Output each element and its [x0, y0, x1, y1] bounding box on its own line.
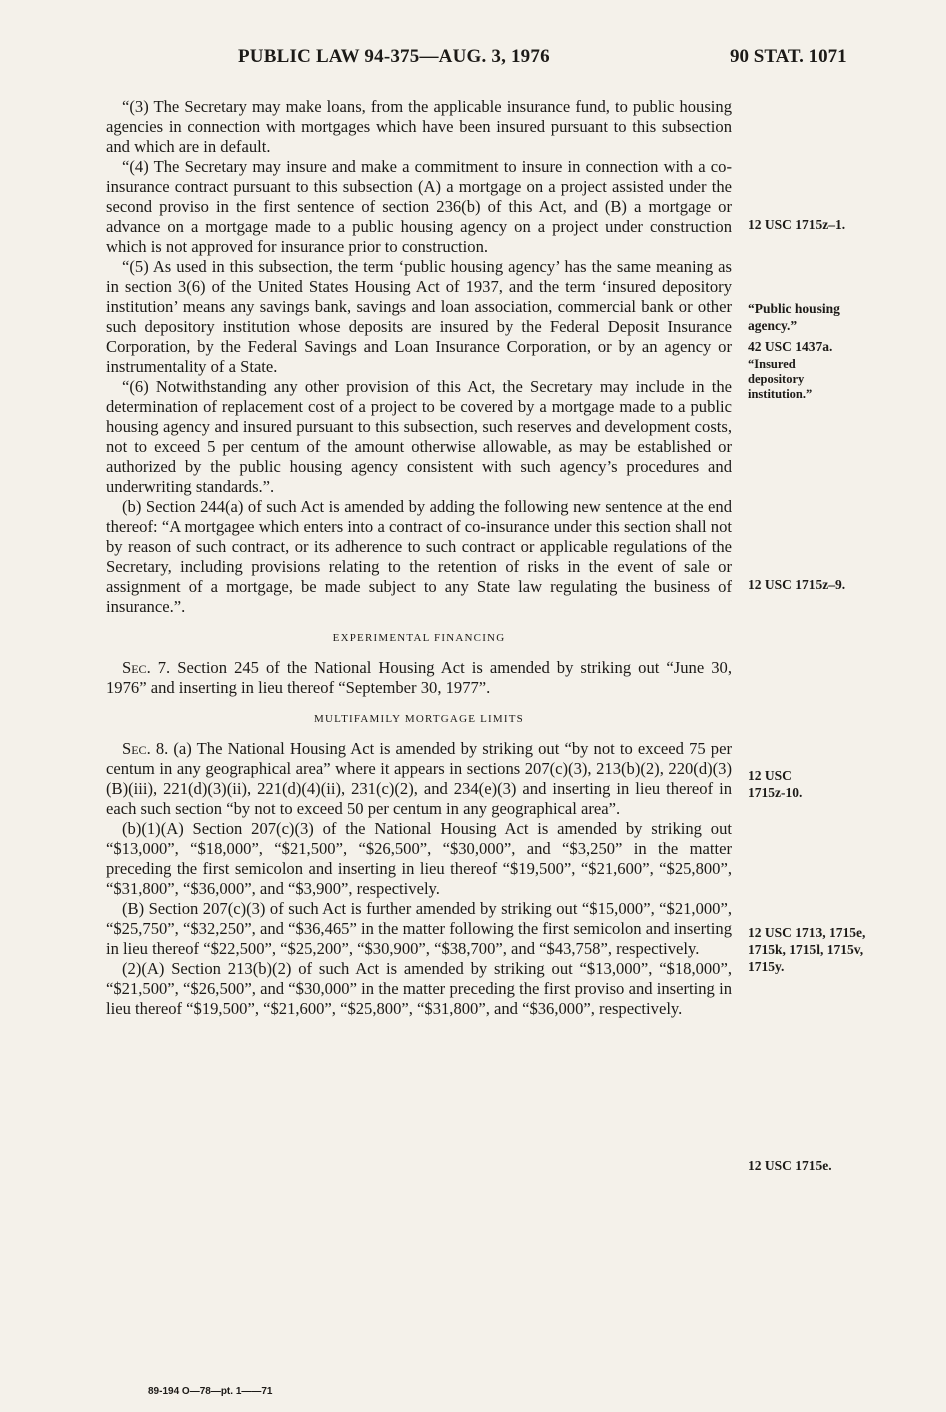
section-8-a: [106, 739, 732, 819]
margin-note-1715z-9: 12 USC 1715z–9.: [748, 577, 846, 592]
section-7-label: Sec. 7.: [122, 658, 171, 677]
section-8-b-1-a: (b)(1)(A) Section 207(c)(3) of the National Housing Act is amended by striking out “$13,000”, “$18,000”, “$21,500”, “$26,500”, “$30,000”, and “$3,250” in the matter preceding the first semicolon and inserting in lieu thereof “$19,500”, “$21,600”, “$25,800”, “$31,800”, “$36,000”, and “$3,900”, respectively.: [106, 819, 732, 898]
section-7-text: Section 245 of the National Housing Act is amended by striking out “June 30, 1976” and inserting in lieu thereof “September 30, 1977”.: [106, 658, 732, 697]
paragraph-5: “(5) As used in this subsection, the term ‘public housing agency’ has the same meaning as in section 3(6) of the United States Housing Act of 1937, and the term ‘insured depository institution’ means any savings bank, savings and loan association, commercial bank or other such depository institution whose deposits are insured by the Federal Deposit Insurance Corporation, by the Federal Savings and Loan Insurance Corporation, or by an agency or instrumentality of a State.: [106, 257, 732, 376]
margin-note-1715e: 12 USC 1715e.: [748, 1158, 832, 1173]
paragraph-4: “(4) The Secretary may insure and make a commitment to insure in connection with a co-insurance contract pursuant to this subsection (A) a mortgage on a project assisted under the second proviso in the first sentence of section 236(b) of this Act, and (B) a mortgage or advance on a mortgage made to a public housing agency on a project under construction which is not approved for insurance prior to construction.: [106, 157, 732, 256]
section-8-a-text: (a) The National Housing Act is amended by striking out “by not to exceed 75 per centum in any geographical area” where it appears in sections 207(c)(3), 213(b)(2), 220(d)(3)(B)(iii), 221(d)(3)(ii), 221(d)(4)(ii), 231(c)(2), and 234(e)(3) and inserting in lieu thereof in each such section “by not to exceed 50 per centum in any geographical area”.: [106, 739, 732, 818]
margin-note-1713: 12 USC 1713, 1715e, 1715k, 1715l, 1715v, 1715y.: [748, 925, 866, 974]
margin-note-1715z-1: 12 USC 1715z–1.: [748, 217, 846, 232]
paragraph-3: “(3) The Secretary may make loans, from the applicable insurance fund, to public housing agencies in connection with mortgages which have been insured pursuant to this subsection and which are in default.: [106, 97, 732, 156]
section-8-label: Sec. 8.: [122, 739, 169, 758]
page-footer-code: 89-194 O—78—pt. 1——71: [148, 1386, 273, 1397]
margin-note-insured-depository: “Insured depository institution.”: [748, 357, 813, 401]
section-8-b-2-a: (2)(A) Section 213(b)(2) of such Act is amended by striking out “$13,000”, “$18,000”, “$21,500”, “$26,500”, and “$30,000” in the matter preceding the first proviso and inserting in lieu thereof “$19,500”, “$21,600”, “$25,800”, “$31,800”, and “$36,000”, respectively.: [106, 959, 732, 1018]
margin-note-1715z-10: 12 USC 1715z-10.: [748, 768, 803, 800]
margin-note-public-housing-agency: “Public housing agency.”: [748, 301, 840, 333]
body-text: [106, 97, 732, 1019]
section-8-b-1-b: (B) Section 207(c)(3) of such Act is further amended by striking out “$15,000”, “$21,000”, “$25,750”, “$32,250”, and “$36,465” in the matter following the first semicolon and inserting in lieu thereof “$22,500”, “$25,200”, “$30,900”, “$38,700”, and “$43,758”, respectively.: [106, 899, 732, 958]
section-7: [106, 658, 732, 698]
page-header-stat: 90 STAT. 1071: [730, 46, 847, 67]
heading-experimental-financing: EXPERIMENTAL FINANCING: [332, 632, 506, 644]
heading-multifamily-mortgage-limits: MULTIFAMILY MORTGAGE LIMITS: [314, 713, 524, 725]
margin-note-1437a: 42 USC 1437a.: [748, 339, 833, 354]
paragraph-b: (b) Section 244(a) of such Act is amended by adding the following new sentence at the end thereof: “A mortgagee which enters into a contract of co-insurance under this section shall not by reason of such contract, or its adherence to such contract or applicable regulations of the Secretary, including provisions relating to the retention of risks in the event of sale or assignment of a mortgage, be made subject to any State law regulating the business of insurance.”.: [106, 497, 732, 616]
paragraph-6: “(6) Notwithstanding any other provision of this Act, the Secretary may include in the determination of replacement cost of a project to be covered by a mortgage made to a public housing agency and insured pursuant to this subsection, such reserves and development costs, not to exceed 5 per centum of the amount otherwise allowable, as may be established or authorized by the public housing agency consistent with such agency’s procedures and underwriting standards.”.: [106, 377, 732, 496]
page-header-title: PUBLIC LAW 94-375—AUG. 3, 1976: [238, 46, 550, 67]
